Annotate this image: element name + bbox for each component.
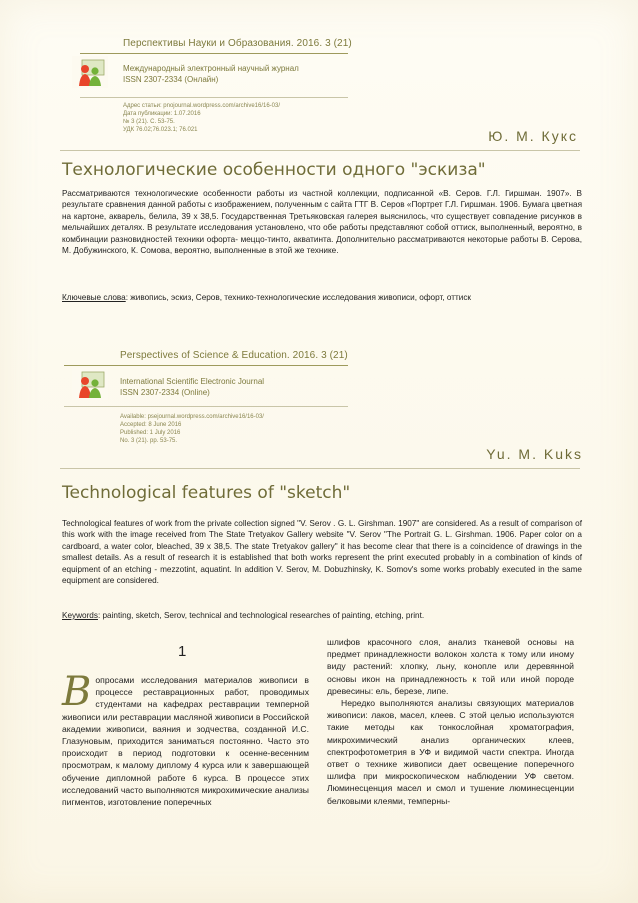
ru-article-meta: [123, 102, 363, 134]
journal-logo-icon: [72, 368, 108, 400]
ru-keywords: [62, 292, 582, 303]
en-meta-line: Accepted: 8 June 2016: [120, 422, 182, 428]
en-journal-type: International Scientific Electronic Journal: [120, 377, 265, 386]
body-col1-text: опросами исследования материалов живописи в процессе реставрационных работ, проводимых студентами на кафедрах реставрации темперной живописи или реставрации масляной живописи в Российской академии живописи, ваяния и зодчества, созданной И.С. Глазуновым, приходится заниматься постоянно. Часто это происходит в период подготовки к осенне-весенним просмотрам, к малому диплому 4 курса или к завершающей обучение дипломной работе 6 курса. В процессе этих исследований часто выполняются микрохимические анализы пигментов, изготовление поперечных: [62, 675, 309, 808]
ru-header-rule: [80, 53, 348, 54]
ru-abstract: Рассматриваются технологические особенности работы из частной коллекции, подписанной «В. Серов. Г.Л. Гиршман. 1907». В результате сравнения данной работы с изображением, полученным с сайта ГТГ В. Серов «Портрет Г.Л. Гиршман. 1906. Бумага цветная на картоне, акварель, белила, 39 х 38,5. Государственная Третьяковская галерея выяснилось, что существует совпадение рисунков в мельчайших деталях. В результате исследования установлено, что обе работы представляют собой оттиск, выполненный, вероятно, в комбинации разновидностей техники офорта- меццо-тинто, акватинта. Дополнительно рассматриваются некоторые работы В. Серова, М. Добужинского, К. Сомова, вероятно, выполненные в этой же технике.: [62, 189, 582, 256]
en-header-rule: [64, 365, 348, 366]
body-column-2: [327, 636, 574, 807]
ru-header-rule-2: [80, 97, 348, 98]
en-title-rule: [60, 468, 580, 469]
en-article-meta: [120, 413, 360, 445]
body-column-1: [62, 669, 309, 808]
en-author: Yu. M. Kuks: [486, 446, 583, 462]
en-meta-line: Published: 1 July 2016: [120, 430, 181, 436]
ru-journal-issn: ISSN 2307-2334 (Онлайн): [123, 75, 219, 84]
en-meta-line: No. 3 (21). pp. 53-75.: [120, 438, 178, 444]
en-journal-title: Perspectives of Science & Education. 2016. 3 (21): [120, 350, 348, 361]
en-keywords-text: : painting, sketch, Serov, technical and technological researches of painting, etching, print.: [97, 611, 425, 620]
ru-meta-line: Адрес статьи: pnojournal.wordpress.com/archive16/16-03/: [123, 103, 281, 109]
ru-title-rule: [60, 150, 580, 151]
en-journal-issn: ISSN 2307-2334 (Online): [120, 388, 210, 397]
en-meta-line: Available: psejournal.wordpress.com/archive16/16-03/: [120, 414, 264, 420]
en-header-rule-2: [64, 406, 348, 407]
en-abstract: Technological features of work from the private collection signed "V. Serov . G. L. Girshman. 1907" are considered. As a result of comparison of this work with the image received from The State Tretyakov Gallery website "V. Serov "The Portrait G. L. Girshman. 1906. Paper color on a cardboard, a water color, bleached, 39 x 38,5. The state Tretyakov gallery" it has become clear that there is a coincidence of drawings in the smallest details. As a result of research it is established that both works represent the print executed probably in a combination of kinds of equipment of an etching - mezzotint, aquatint. In addition V. Serov, M. Dobuzhinsky, K. Somov's some works probably executed in the same equipment are considered.: [62, 519, 582, 586]
en-article-title: Technological features of "sketch": [62, 483, 351, 503]
ru-keywords-label: Ключевые слова: [62, 293, 126, 302]
ru-journal-type: Международный электронный научный журнал: [123, 64, 299, 73]
drop-cap: В: [62, 669, 92, 715]
ru-article-title: Технологические особенности одного "эскиза": [62, 160, 486, 180]
ru-meta-line: УДК 76.02;76.023.1; 76.021: [123, 127, 198, 133]
ru-meta-line: Дата публикации: 1.07.2016: [123, 111, 201, 117]
en-keywords: [62, 610, 582, 621]
journal-logo-icon: [72, 56, 108, 88]
ru-author: Ю. М. Кукс: [488, 128, 578, 144]
body-col2-paragraph: Нередко выполняются анализы связующих материалов живописи: лаков, масел, клеев. С этой целью используются такие методы как тонкослойная хроматография, микрохимический анализ органических клеев, спектрофотометрия в УФ и видимой части спектра. Иногда ответ о технике живописи дает освещение поперечного шлифа при микроскопическом наблюдении УФ светом. Люминесценция масел и смол и тушение люминесценции белковыми клеями, темперны-: [327, 698, 574, 806]
ru-keywords-text: : живопись, эскиз, Серов, технико-технологические исследования живописи, офорт, оттиск: [125, 293, 471, 302]
section-number: 1: [178, 643, 187, 660]
ru-journal-title: Перспективы Науки и Образования. 2016. 3 (21): [123, 38, 352, 49]
ru-meta-line: № 3 (21). С. 53-75.: [123, 119, 175, 125]
body-col2-paragraph: шлифов красочного слоя, анализ тканевой основы на предмет принадлежности волокон холста к тому или иному виду растений: хлопку, льну, конопле или деревянной основы икон на принадлежность к той или иной породе древесины: ель, березе, липе.: [327, 637, 574, 696]
en-keywords-label: Keywords: [62, 611, 98, 620]
